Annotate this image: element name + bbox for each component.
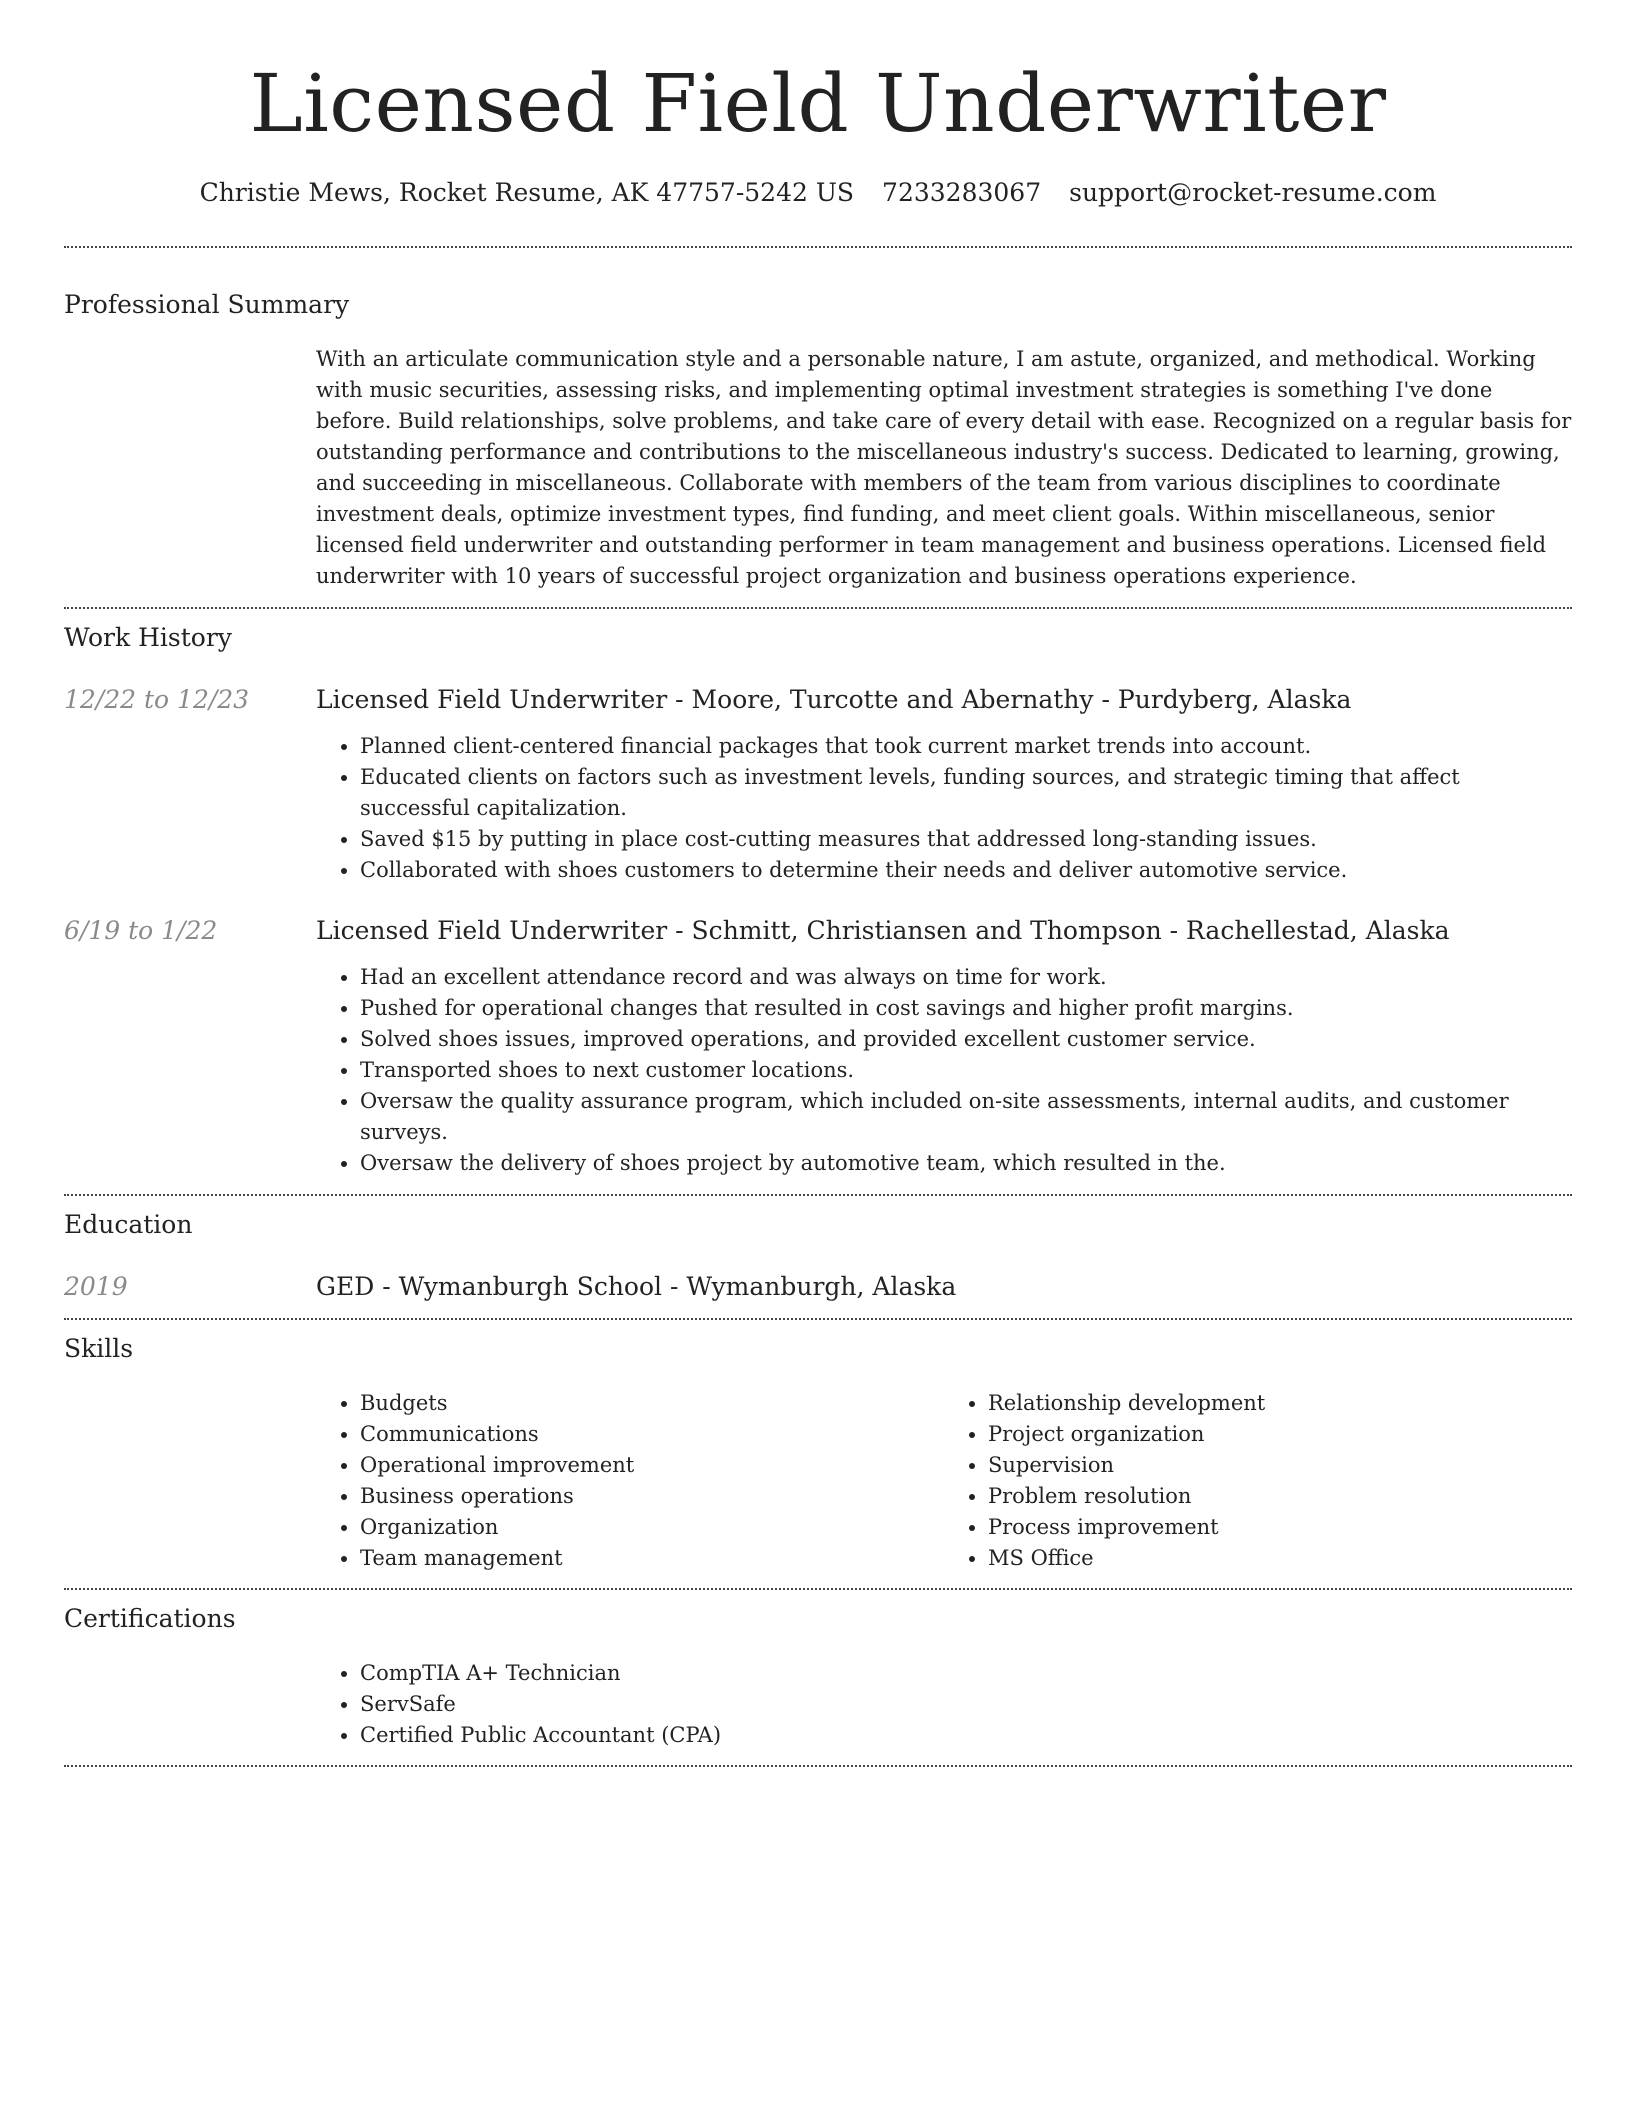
list-item: • ServSafe [360,1689,1572,1720]
job-entry [64,914,1572,1179]
job-dates: 12/22 to 12/23 [64,685,250,714]
job-heading [316,914,1572,948]
education-section [64,1196,1572,1304]
job-heading [316,683,1572,717]
job-body [316,914,1572,1179]
skills-column-left [316,1388,944,1574]
certifications-section [64,1590,1572,1751]
list-item: • Team management [360,1543,944,1574]
resume-page [64,0,1572,1767]
section-divider [64,246,1572,248]
education-body [316,1270,1572,1304]
list-item: • Solved shoes issues, improved operations, and provided excellent customer service. [360,1024,1572,1055]
certifications-heading: Certifications [64,1604,236,1633]
candidate-name: Licensed Field Underwriter [249,57,1387,150]
section-divider [64,1765,1572,1767]
work-history-heading: Work History [64,623,232,652]
education-entry [64,1270,1572,1304]
job-dates: 6/19 to 1/22 [64,916,218,945]
job-title: Licensed Field Underwriter [316,916,668,945]
list-item: • Supervision [988,1450,1572,1481]
list-item: • Oversaw the quality assurance program, which included on-site assessments, internal audits, and customer surveys. [360,1086,1572,1148]
list-item: • Had an excellent attendance record and was always on time for work. [360,962,1572,993]
job-bullets [316,962,1572,1179]
education-heading-line [316,1270,1572,1304]
contact-address: Christie Mews, Rocket Resume, AK 47757-5242 US [199,178,855,207]
list-item: • Problem resolution [988,1481,1572,1512]
education-school: - Wymanburgh School - Wymanburgh, Alaska [374,1272,957,1301]
summary-text: With an articulate communication style and a personable nature, I am astute, organized, and methodical. Working with music securities, assessing risks, and implementing optimal investment strategies is something I've done before. Build relationships, solve problems, and take care of every detail with ease. Recognized on a regular basis for outstanding performance and contributions to the miscellaneous industry's success. Dedicated to learning, growing, and succeeding in miscellaneous. Collaborate with members of the team from various disciplines to coordinate investment deals, optimize investment types, find funding, and meet client goals. Within miscellaneous, senior licensed field underwriter and outstanding performer in team management and business operations. Licensed field underwriter with 10 years of successful project organization and business operations experience. [316,347,1572,588]
contact-email: support@rocket-resume.com [1069,178,1437,207]
skills-heading: Skills [64,1334,134,1363]
list-item: • Transported shoes to next customer locations. [360,1055,1572,1086]
job-bullets [316,731,1572,886]
list-item: • Communications [360,1419,944,1450]
job-entry [64,683,1572,886]
job-employer: - Moore, Turcotte and Abernathy - Purdyberg, Alaska [667,685,1352,714]
list-item: • Business operations [360,1481,944,1512]
list-item: • Operational improvement [360,1450,944,1481]
list-item: • Educated clients on factors such as investment levels, funding sources, and strategic timing that affect successful capitalization. [360,762,1572,824]
job-body [316,683,1572,886]
contact-line [64,176,1572,210]
skills-column-right [944,1388,1572,1574]
job-employer: - Schmitt, Christiansen and Thompson - Rachellestad, Alaska [667,916,1450,945]
summary-heading: Professional Summary [64,290,350,319]
list-item: • Certified Public Accountant (CPA) [360,1720,1572,1751]
certifications-list [316,1658,1572,1751]
skills-grid [316,1388,1572,1574]
list-item: • Organization [360,1512,944,1543]
list-item: • Project organization [988,1419,1572,1450]
education-year: 2019 [64,1272,128,1301]
job-title: Licensed Field Underwriter [316,685,668,714]
list-item: • Process improvement [988,1512,1572,1543]
list-item: • Collaborated with shoes customers to determine their needs and deliver automotive service. [360,855,1572,886]
list-item: • Pushed for operational changes that resulted in cost savings and higher profit margins. [360,993,1572,1024]
skills-section [64,1320,1572,1574]
contact-phone: 7233283067 [882,178,1042,207]
work-history-section [64,609,1572,1179]
summary-section [64,288,1572,592]
list-item: • MS Office [988,1543,1572,1574]
list-item: • Planned client-centered financial packages that took current market trends into account. [360,731,1572,762]
list-item: • Oversaw the delivery of shoes project by automotive team, which resulted in the. [360,1148,1572,1179]
education-heading: Education [64,1210,193,1239]
list-item: • Budgets [360,1388,944,1419]
education-degree: GED [316,1272,375,1301]
list-item: • CompTIA A+ Technician [360,1658,1572,1689]
list-item: • Relationship development [988,1388,1572,1419]
list-item: • Saved $15 by putting in place cost-cutting measures that addressed long-standing issues. [360,824,1572,855]
